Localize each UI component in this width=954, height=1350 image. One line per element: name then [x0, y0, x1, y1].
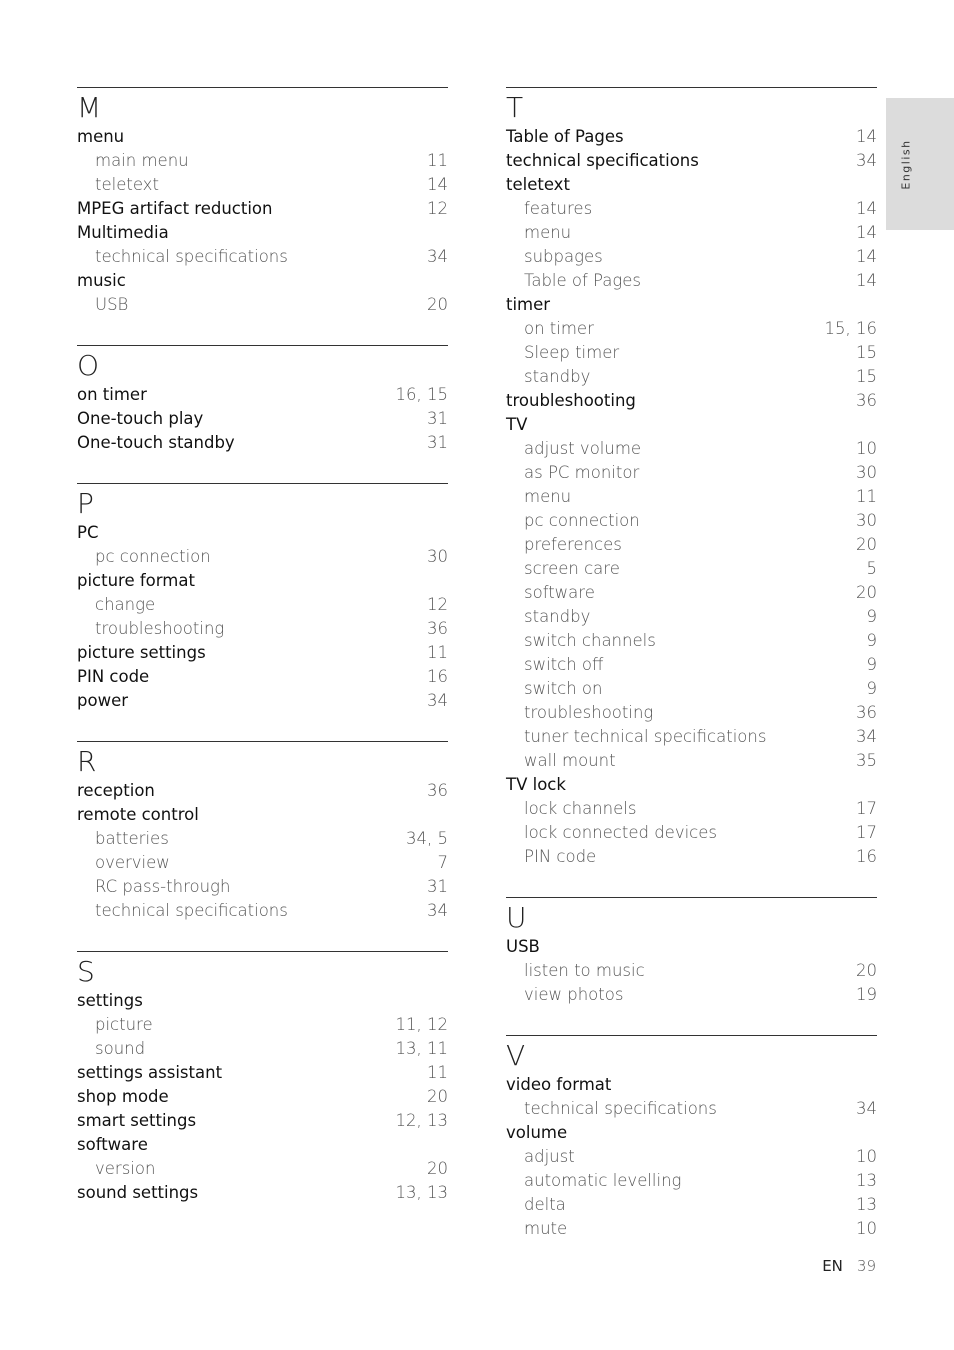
index-entry — [506, 1121, 877, 1145]
entry-page-numbers: 36 — [856, 391, 877, 410]
entry-page-numbers: 36 — [856, 703, 877, 722]
index-subentry — [506, 821, 877, 845]
entry-label: wall mount — [524, 751, 616, 770]
entry-label: standby — [524, 367, 591, 386]
entry-page-numbers: 31 — [427, 433, 448, 452]
index-subentry — [506, 677, 877, 701]
entry-page-numbers: 34 — [856, 151, 877, 170]
entry-label: remote control — [77, 805, 199, 824]
entry-label: USB — [95, 295, 129, 314]
index-subentry — [77, 245, 448, 269]
entry-label: screen care — [524, 559, 620, 578]
entry-label: menu — [77, 127, 125, 146]
entry-label: subpages — [524, 247, 603, 266]
index-subentry — [77, 1013, 448, 1037]
index-entry — [506, 413, 877, 437]
index-section-s — [77, 951, 448, 1205]
entry-label: switch on — [524, 679, 603, 698]
index-entry — [506, 389, 877, 413]
entry-page-numbers: 30 — [427, 547, 448, 566]
entry-page-numbers: 14 — [856, 247, 877, 266]
index-subentry — [77, 617, 448, 641]
language-tab-label: English — [899, 138, 913, 190]
index-subentry — [506, 983, 877, 1007]
index-column-left — [77, 87, 448, 1233]
entry-label: video format — [506, 1075, 612, 1094]
entry-label: main menu — [95, 151, 189, 170]
entry-label: teletext — [95, 175, 159, 194]
entry-label: power — [77, 691, 128, 710]
entry-page-numbers: 14 — [856, 271, 877, 290]
entry-label: timer — [506, 295, 551, 314]
index-entry — [77, 221, 448, 245]
index-subentry — [77, 875, 448, 899]
entry-label: Sleep timer — [524, 343, 620, 362]
entry-label: technical specifications — [524, 1099, 717, 1118]
index-entry — [77, 779, 448, 803]
index-column-right — [506, 87, 877, 1269]
index-entry — [506, 773, 877, 797]
entry-label: USB — [506, 937, 540, 956]
index-subentry — [506, 629, 877, 653]
index-entry — [77, 1061, 448, 1085]
entry-label: switch channels — [524, 631, 656, 650]
entry-page-numbers: 35 — [856, 751, 877, 770]
entry-page-numbers: 36 — [427, 781, 448, 800]
index-subentry — [506, 1217, 877, 1241]
index-entry — [77, 1133, 448, 1157]
index-subentry — [506, 749, 877, 773]
entry-page-numbers: 34 — [427, 901, 448, 920]
section-letter: P — [77, 487, 94, 520]
entry-page-numbers: 12 — [427, 199, 448, 218]
entry-label: picture — [95, 1015, 153, 1034]
index-subentry — [506, 557, 877, 581]
entry-label: troubleshooting — [95, 619, 225, 638]
index-entry — [77, 269, 448, 293]
index-subentry — [506, 797, 877, 821]
index-entry — [77, 383, 448, 407]
entry-page-numbers: 9 — [866, 607, 877, 626]
entry-label: RC pass-through — [95, 877, 231, 896]
index-subentry — [506, 1169, 877, 1193]
entry-page-numbers: 30 — [856, 463, 877, 482]
index-entry — [77, 1181, 448, 1205]
entry-page-numbers: 34 — [856, 1099, 877, 1118]
entry-label: change — [95, 595, 156, 614]
entry-label: preferences — [524, 535, 622, 554]
entry-page-numbers: 11 — [427, 1063, 448, 1082]
index-subentry — [506, 1097, 877, 1121]
index-subentry — [506, 197, 877, 221]
index-section-t — [506, 87, 877, 869]
entry-page-numbers: 9 — [866, 631, 877, 650]
entry-label: sound settings — [77, 1183, 199, 1202]
entry-label: pc connection — [524, 511, 640, 530]
section-letter: S — [77, 955, 95, 988]
entry-page-numbers: 20 — [427, 1159, 448, 1178]
entry-label: on timer — [77, 385, 147, 404]
entry-page-numbers: 10 — [856, 439, 877, 458]
entry-page-numbers: 14 — [856, 127, 877, 146]
entry-label: software — [77, 1135, 148, 1154]
entry-label: tuner technical specifications — [524, 727, 767, 746]
entry-page-numbers: 19 — [856, 985, 877, 1004]
entry-page-numbers: 11 — [856, 487, 877, 506]
entry-label: One-touch standby — [77, 433, 235, 452]
entry-label: version — [95, 1159, 156, 1178]
section-letter: T — [506, 91, 524, 124]
entry-page-numbers: 15 — [856, 343, 877, 362]
entry-label: reception — [77, 781, 155, 800]
index-subentry — [506, 269, 877, 293]
entry-label: menu — [524, 487, 572, 506]
entry-label: PC — [77, 523, 99, 542]
entry-page-numbers: 11, 12 — [395, 1015, 448, 1034]
entry-label: settings — [77, 991, 143, 1010]
index-subentry — [77, 293, 448, 317]
index-subentry — [506, 725, 877, 749]
entry-label: picture settings — [77, 643, 206, 662]
entry-page-numbers: 13 — [856, 1171, 877, 1190]
entry-page-numbers: 34 — [427, 247, 448, 266]
entry-page-numbers: 9 — [866, 655, 877, 674]
index-subentry — [506, 581, 877, 605]
index-section-m — [77, 87, 448, 317]
index-entry — [77, 431, 448, 455]
section-letter: O — [77, 349, 100, 382]
entry-label: as PC monitor — [524, 463, 640, 482]
entry-page-numbers: 7 — [437, 853, 448, 872]
index-subentry — [506, 959, 877, 983]
index-subentry — [77, 545, 448, 569]
entry-label: software — [524, 583, 595, 602]
index-subentry — [506, 221, 877, 245]
entry-label: features — [524, 199, 593, 218]
entry-label: settings assistant — [77, 1063, 223, 1082]
entry-page-numbers: 11 — [427, 643, 448, 662]
footer-language-code: EN — [822, 1257, 843, 1275]
index-subentry — [77, 851, 448, 875]
entry-page-numbers: 14 — [856, 223, 877, 242]
entry-label: sound — [95, 1039, 146, 1058]
index-section-u — [506, 897, 877, 1007]
index-subentry — [506, 341, 877, 365]
entry-page-numbers: 17 — [856, 799, 877, 818]
entry-label: teletext — [506, 175, 570, 194]
entry-label: switch off — [524, 655, 604, 674]
entry-page-numbers: 16 — [856, 847, 877, 866]
index-section-r — [77, 741, 448, 923]
entry-label: picture format — [77, 571, 195, 590]
index-entry — [77, 641, 448, 665]
entry-label: listen to music — [524, 961, 645, 980]
index-subentry — [77, 173, 448, 197]
entry-label: MPEG artifact reduction — [77, 199, 273, 218]
entry-page-numbers: 31 — [427, 409, 448, 428]
entry-page-numbers: 14 — [427, 175, 448, 194]
entry-page-numbers: 15 — [856, 367, 877, 386]
section-letter: U — [506, 901, 527, 934]
index-entry — [77, 197, 448, 221]
entry-page-numbers: 10 — [856, 1219, 877, 1238]
index-entry — [506, 293, 877, 317]
index-subentry — [506, 461, 877, 485]
index-subentry — [506, 437, 877, 461]
entry-label: technical specifications — [95, 901, 288, 920]
index-section-v — [506, 1035, 877, 1241]
entry-page-numbers: 14 — [856, 199, 877, 218]
index-entry — [77, 521, 448, 545]
index-subentry — [77, 593, 448, 617]
index-subentry — [77, 1037, 448, 1061]
entry-page-numbers: 5 — [866, 559, 877, 578]
entry-page-numbers: 20 — [427, 295, 448, 314]
entry-label: music — [77, 271, 126, 290]
entry-page-numbers: 12, 13 — [395, 1111, 448, 1130]
entry-label: batteries — [95, 829, 169, 848]
entry-label: adjust — [524, 1147, 575, 1166]
index-entry — [77, 803, 448, 827]
entry-page-numbers: 20 — [856, 535, 877, 554]
index-entry — [77, 407, 448, 431]
entry-label: PIN code — [524, 847, 597, 866]
entry-label: overview — [95, 853, 170, 872]
entry-label: TV — [506, 415, 528, 434]
index-subentry — [506, 1193, 877, 1217]
entry-label: troubleshooting — [524, 703, 654, 722]
index-entry — [77, 569, 448, 593]
index-subentry — [506, 317, 877, 341]
entry-label: Table of Pages — [524, 271, 642, 290]
entry-page-numbers: 36 — [427, 619, 448, 638]
entry-page-numbers: 10 — [856, 1147, 877, 1166]
entry-label: technical specifications — [95, 247, 288, 266]
index-section-o — [77, 345, 448, 455]
index-subentry — [506, 653, 877, 677]
entry-page-numbers: 34 — [856, 727, 877, 746]
entry-label: mute — [524, 1219, 568, 1238]
index-subentry — [77, 827, 448, 851]
language-side-tab — [886, 98, 954, 230]
index-subentry — [506, 245, 877, 269]
index-entry — [77, 1085, 448, 1109]
footer-page-number: 39 — [856, 1257, 876, 1275]
entry-page-numbers: 30 — [856, 511, 877, 530]
entry-label: pc connection — [95, 547, 211, 566]
entry-page-numbers: 20 — [856, 961, 877, 980]
section-letter: R — [77, 745, 97, 778]
entry-page-numbers: 20 — [427, 1087, 448, 1106]
entry-page-numbers: 12 — [427, 595, 448, 614]
index-entry — [506, 935, 877, 959]
index-subentry — [77, 149, 448, 173]
entry-label: delta — [524, 1195, 566, 1214]
index-entry — [77, 689, 448, 713]
index-entry — [506, 173, 877, 197]
entry-label: menu — [524, 223, 572, 242]
entry-page-numbers: 20 — [856, 583, 877, 602]
entry-page-numbers: 16 — [427, 667, 448, 686]
entry-label: automatic levelling — [524, 1171, 682, 1190]
index-subentry — [77, 899, 448, 923]
entry-label: on timer — [524, 319, 594, 338]
index-entry — [77, 125, 448, 149]
index-subentry — [506, 845, 877, 869]
entry-label: view photos — [524, 985, 624, 1004]
entry-page-numbers: 31 — [427, 877, 448, 896]
index-entry — [506, 149, 877, 173]
entry-label: troubleshooting — [506, 391, 636, 410]
entry-page-numbers: 11 — [427, 151, 448, 170]
index-entry — [77, 989, 448, 1013]
entry-label: PIN code — [77, 667, 150, 686]
index-subentry — [506, 1145, 877, 1169]
entry-label: volume — [506, 1123, 568, 1142]
index-subentry — [506, 533, 877, 557]
index-subentry — [506, 509, 877, 533]
section-letter: M — [77, 91, 102, 124]
entry-page-numbers: 9 — [866, 679, 877, 698]
index-subentry — [506, 485, 877, 509]
page-footer — [822, 1256, 876, 1276]
entry-page-numbers: 16, 15 — [395, 385, 448, 404]
entry-label: standby — [524, 607, 591, 626]
entry-label: adjust volume — [524, 439, 642, 458]
index-subentry — [77, 1157, 448, 1181]
entry-page-numbers: 13, 11 — [395, 1039, 448, 1058]
index-entry — [77, 665, 448, 689]
entry-page-numbers: 13, 13 — [395, 1183, 448, 1202]
entry-page-numbers: 17 — [856, 823, 877, 842]
index-subentry — [506, 701, 877, 725]
index-subentry — [506, 605, 877, 629]
entry-label: lock connected devices — [524, 823, 717, 842]
index-section-p — [77, 483, 448, 713]
entry-page-numbers: 13 — [856, 1195, 877, 1214]
entry-page-numbers: 34, 5 — [406, 829, 448, 848]
entry-label: shop mode — [77, 1087, 169, 1106]
entry-label: One-touch play — [77, 409, 204, 428]
index-entry — [506, 125, 877, 149]
section-letter: V — [506, 1039, 526, 1072]
index-subentry — [506, 365, 877, 389]
entry-label: Table of Pages — [506, 127, 624, 146]
entry-label: lock channels — [524, 799, 637, 818]
entry-label: TV lock — [506, 775, 566, 794]
entry-label: technical specifications — [506, 151, 699, 170]
entry-page-numbers: 34 — [427, 691, 448, 710]
entry-label: smart settings — [77, 1111, 197, 1130]
index-entry — [77, 1109, 448, 1133]
index-entry — [506, 1073, 877, 1097]
entry-label: Multimedia — [77, 223, 169, 242]
entry-page-numbers: 15, 16 — [824, 319, 877, 338]
